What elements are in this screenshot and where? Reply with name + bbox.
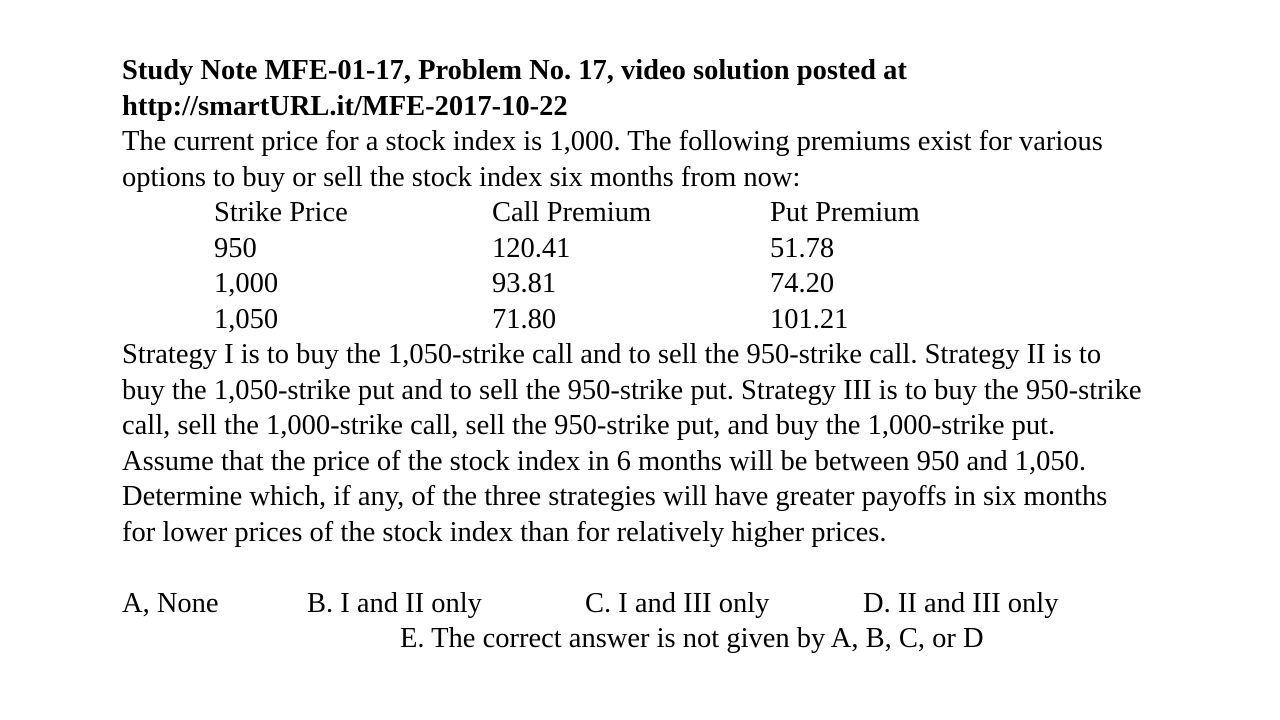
- call-cell: 93.81: [492, 268, 557, 299]
- strike-cell: 1,050: [214, 303, 279, 335]
- body-line: Strategy I is to buy the 1,050-strike call and to sell the 950-strike call. Strategy II is to: [122, 339, 1102, 370]
- problem-document: [122, 53, 1262, 657]
- call-cell: 71.80: [492, 303, 557, 335]
- premium-table: [214, 195, 1262, 337]
- header-url: http://smartURL.it/MFE-2017-10-22: [122, 90, 568, 122]
- strike-cell: 950: [214, 232, 257, 264]
- table-row: [214, 266, 1262, 302]
- body-line: call, sell the 1,000-strike call, sell the 950-strike put, and buy the 1,000-strike put.: [122, 410, 1056, 441]
- choice-b: B. I and II only: [307, 587, 482, 619]
- table-header-row: [214, 195, 1262, 231]
- choice-d: D. II and III only: [863, 587, 1059, 619]
- choice-e: E. The correct answer is not given by A, B, C, or D: [400, 623, 984, 654]
- choice-c: C. I and III only: [585, 587, 770, 619]
- table-row: [214, 302, 1262, 338]
- intro-line: The current price for a stock index is 1,000. The following premiums exist for various: [122, 126, 1103, 157]
- intro-line: options to buy or sell the stock index six months from now:: [122, 161, 801, 193]
- header-strike-price: Strike Price: [214, 197, 348, 228]
- body-line: buy the 1,050-strike put and to sell the 950-strike put. Strategy III is to buy the 950-strike: [122, 374, 1142, 406]
- table-row: [214, 231, 1262, 267]
- choice-a: A, None: [122, 587, 219, 619]
- body-line: Determine which, if any, of the three strategies will have greater payoffs in six months: [122, 481, 1108, 512]
- header-title: Study Note MFE-01-17, Problem No. 17, video solution posted at: [122, 55, 907, 86]
- header-call-premium: Call Premium: [492, 197, 652, 228]
- header-put-premium: Put Premium: [770, 197, 920, 228]
- put-cell: 74.20: [770, 268, 835, 299]
- strike-cell: 1,000: [214, 268, 279, 299]
- answer-choices: [122, 586, 1262, 622]
- spacer: [122, 550, 1262, 586]
- body-line: for lower prices of the stock index than for relatively higher prices.: [122, 516, 887, 548]
- put-cell: 101.21: [770, 303, 849, 335]
- call-cell: 120.41: [492, 232, 571, 264]
- body-line: Assume that the price of the stock index in 6 months will be between 950 and 1,050.: [122, 445, 1087, 477]
- put-cell: 51.78: [770, 232, 835, 264]
